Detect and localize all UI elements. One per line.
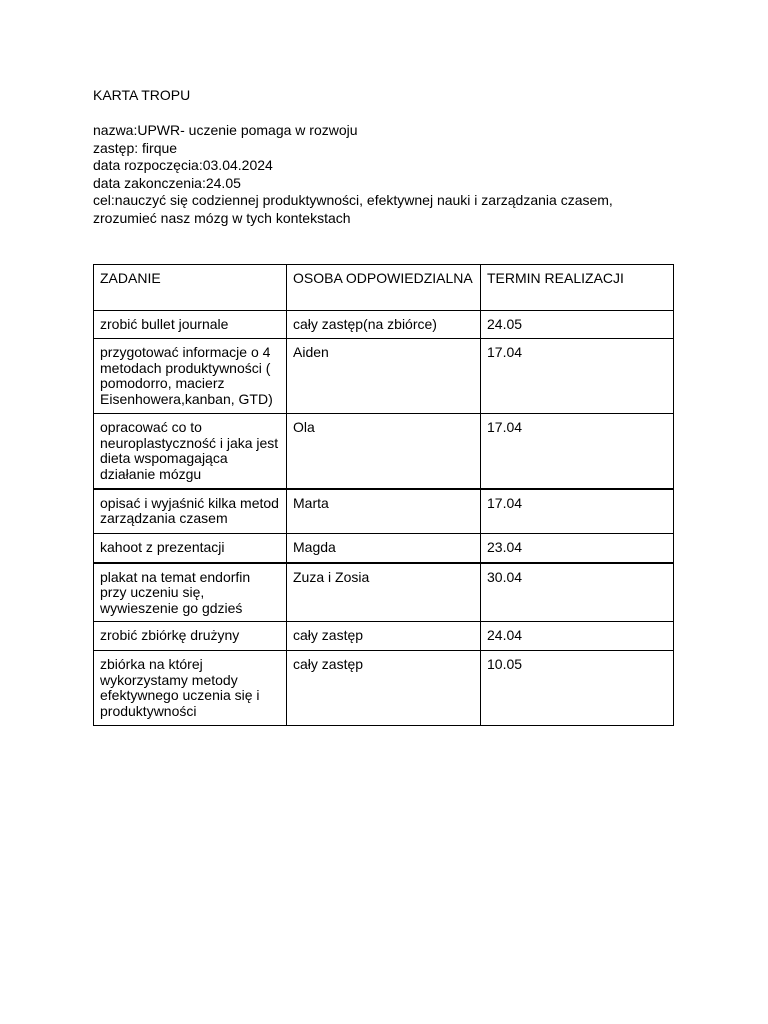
- table-row: [94, 489, 674, 534]
- table-row: [94, 563, 674, 622]
- person-cell: Zuza i Zosia: [287, 563, 481, 622]
- task-cell: przygotować informacje o 4 metodach produktywności ( pomodorro, macierz Eisenhowera,kanban, GTD): [94, 339, 287, 414]
- table-row: [94, 339, 674, 414]
- info-block: [93, 122, 653, 227]
- person-cell: Marta: [287, 489, 481, 534]
- table-row: [94, 534, 674, 563]
- task-cell: zbiórka na której wykorzystamy metody efektywnego uczenia się i produktywności: [94, 651, 287, 726]
- deadline-cell: 17.04: [481, 489, 674, 534]
- person-cell: cały zastęp(na zbiórce): [287, 311, 481, 339]
- deadline-cell: 10.05: [481, 651, 674, 726]
- deadline-cell: 23.04: [481, 534, 674, 563]
- person-cell: cały zastęp: [287, 651, 481, 726]
- task-cell: zrobić zbiórkę drużyny: [94, 622, 287, 651]
- deadline-cell: 17.04: [481, 414, 674, 489]
- deadline-cell: 17.04: [481, 339, 674, 414]
- person-cell: Magda: [287, 534, 481, 563]
- person-cell: Ola: [287, 414, 481, 489]
- info-start-date: data rozpoczęcia:03.04.2024: [93, 157, 273, 173]
- task-cell: opisać i wyjaśnić kilka metod zarządzania czasem: [94, 489, 287, 534]
- info-patrol: zastęp: firque: [93, 139, 178, 156]
- table-row: [94, 651, 674, 726]
- document-title: KARTA TROPU: [93, 87, 191, 103]
- info-name: nazwa:UPWR- uczenie pomaga w rozwoju: [93, 122, 358, 138]
- deadline-cell: 30.04: [481, 563, 674, 622]
- task-cell: zrobić bullet journale: [94, 311, 287, 339]
- table-row: [94, 414, 674, 489]
- task-cell: opracować co to neuroplastyczność i jaka jest dieta wspomagająca działanie mózgu: [94, 414, 287, 489]
- table-header-row: [94, 265, 674, 311]
- header-task: ZADANIE: [94, 265, 287, 311]
- deadline-cell: 24.04: [481, 622, 674, 651]
- table-row: [94, 311, 674, 339]
- task-table: [93, 264, 674, 726]
- person-cell: cały zastęp: [287, 622, 481, 651]
- header-deadline: TERMIN REALIZACJI: [481, 265, 674, 311]
- info-end-date: data zakonczenia:24.05: [93, 174, 241, 191]
- deadline-cell: 24.05: [481, 311, 674, 339]
- info-goal: cel:nauczyć się codziennej produktywności, efektywnej nauki i zarządzania czasem, zrozumieć nasz mózg w tych kontekstach: [93, 192, 613, 226]
- table-row: [94, 622, 674, 651]
- header-person: OSOBA ODPOWIEDZIALNA: [287, 265, 481, 311]
- task-cell: plakat na temat endorfin przy uczeniu się, wywieszenie go gdzieś: [94, 563, 287, 622]
- person-cell: Aiden: [287, 339, 481, 414]
- task-cell: kahoot z prezentacji: [94, 534, 287, 563]
